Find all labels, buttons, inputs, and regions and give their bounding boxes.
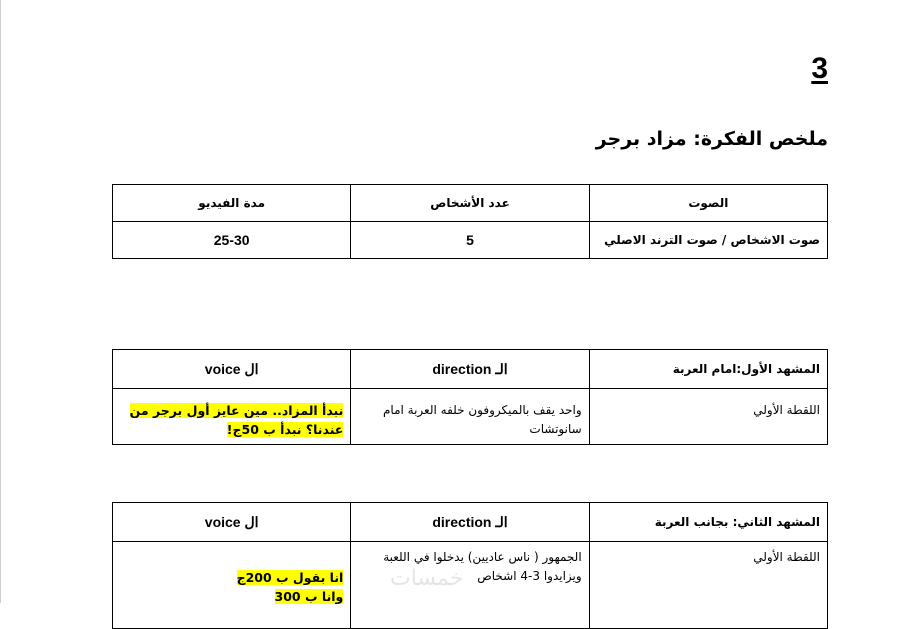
info-value-duration: 25-30 <box>113 222 351 259</box>
scene2-voice-line2: وانا ب 300 <box>274 589 344 604</box>
info-header-duration: مدة الفيديو <box>113 185 351 222</box>
info-table <box>112 184 828 259</box>
scene1-direction: واحد يقف بالميكروفون خلفه العربة امام سانوتشات <box>351 389 589 445</box>
scene2-shot-row <box>113 542 828 629</box>
page-left-edge <box>0 0 1 603</box>
scene2-voice-line1: انا بقول ب 200ج <box>236 570 344 585</box>
scene1-table <box>112 349 828 445</box>
scene2-header-voice: ال voice <box>113 503 351 542</box>
scene1-shot-label: اللقطة الأولي <box>589 389 827 445</box>
summary-title: ملخص الفكرة: مزاد برجر <box>595 128 828 150</box>
scene1-header-direction: الـ direction <box>351 350 589 389</box>
scene1-header-row <box>113 350 828 389</box>
scene2-voice-cell <box>113 542 351 629</box>
info-value-row <box>113 222 828 259</box>
info-header-sound: الصوت <box>589 185 827 222</box>
info-value-people: 5 <box>351 222 589 259</box>
scene2-direction: الجمهور ( ناس عاديين) يدخلوا في اللعبة ويزايدوا 3-4 اشخاص <box>351 542 589 629</box>
scene1-header-voice: ال voice <box>113 350 351 389</box>
scene1-shot-row <box>113 389 828 445</box>
scene2-header-direction: الـ direction <box>351 503 589 542</box>
scene2-header-row <box>113 503 828 542</box>
info-header-people: عدد الأشخاص <box>351 185 589 222</box>
scene2-table <box>112 502 828 629</box>
scene1-voice-highlight: نبدأ المزاد.. مين عايز أول برجر من عندنا؟ نبدأ ب 50ج! <box>129 403 344 437</box>
watermark-logo: خمسات <box>390 566 464 591</box>
scene1-header-scene: المشهد الأول:امام العربة <box>589 350 827 389</box>
scene2-header-scene: المشهد الثاني: بجانب العربة <box>589 503 827 542</box>
scene1-voice-cell <box>113 389 351 445</box>
info-header-row <box>113 185 828 222</box>
page-number: 3 <box>811 52 828 85</box>
scene2-shot-label: اللقطة الأولي <box>589 542 827 629</box>
info-value-sound: صوت الاشخاص / صوت الترند الاصلي <box>589 222 827 259</box>
